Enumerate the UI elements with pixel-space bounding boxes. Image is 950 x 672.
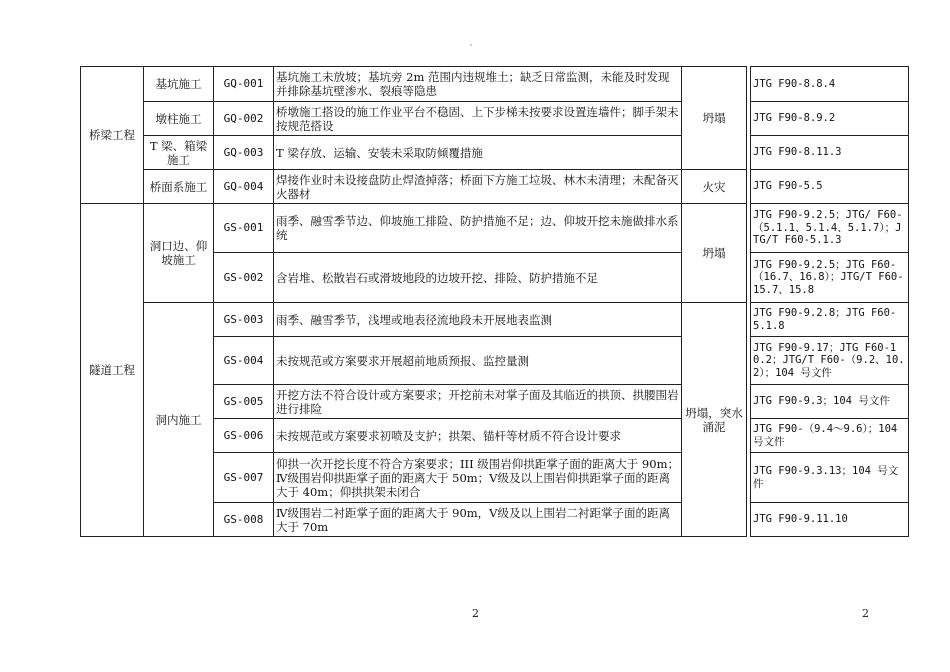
scan-dot	[470, 44, 472, 46]
page-number-right: 2	[862, 607, 869, 620]
table-row	[81, 67, 909, 102]
hazard-table	[80, 66, 909, 537]
table-row	[81, 170, 909, 204]
description-cell: T 梁存放、运输、安装未采取防倾覆措施	[274, 136, 682, 170]
description-cell: 开挖方法不符合设计或方案要求；开挖前未对掌子面及其临近的拱顶、拱腰围岩进行排险	[274, 385, 682, 419]
category-cell: 隧道工程	[81, 204, 144, 537]
code-cell: GS-005	[214, 385, 274, 419]
description-cell: 雨季、融雪季节边、仰坡施工排险、防护措施不足；边、仰坡开挖未施做排水系统	[274, 204, 682, 253]
standard-cell: JTG F90-9.3；104 号文件	[751, 385, 909, 419]
description-cell: 焊接作业时未设接盘防止焊渣掉落；桥面下方施工垃圾、林木未清理；未配备灭火器材	[274, 170, 682, 204]
standard-cell: JTG F90-9.17；JTG F60-10.2；JTG/T F60-（9.2、10.2）；104 号文件	[751, 337, 909, 385]
code-cell: GS-004	[214, 337, 274, 385]
code-cell: GQ-004	[214, 170, 274, 204]
standard-cell: JTG F90-9.2.8；JTG F60-5.1.8	[751, 303, 909, 337]
code-cell: GS-006	[214, 419, 274, 453]
hazard-cell: 坍塌，突水涌泥	[682, 303, 747, 537]
description-cell: 桥墩施工搭设的施工作业平台不稳固、上下步梯未按要求设置连墙件；脚手架未按规范搭设	[274, 102, 682, 136]
description-cell: Ⅳ级围岩二衬距掌子面的距离大于 90m，Ⅴ级及以上围岩二衬距掌子面的距离大于 70m	[274, 503, 682, 537]
hazard-cell: 坍塌	[682, 67, 747, 170]
sub-item-cell: 基坑施工	[144, 67, 214, 102]
description-cell: 基坑施工未放坡；基坑旁 2m 范围内违规堆土；缺乏日常监测，未能及时发现并排除基坑壁渗水、裂痕等隐患	[274, 67, 682, 102]
sub-item-cell: 桥面系施工	[144, 170, 214, 204]
standard-cell: JTG F90-（9.4～9.6）；104 号文件	[751, 419, 909, 453]
code-cell: GQ-003	[214, 136, 274, 170]
hazard-cell: 坍塌	[682, 204, 747, 303]
code-cell: GQ-002	[214, 102, 274, 136]
category-cell: 桥梁工程	[81, 67, 144, 204]
sub-item-cell: 洞口边、仰坡施工	[144, 204, 214, 303]
description-cell: 未按规范或方案要求初喷及支护；拱架、锚杆等材质不符合设计要求	[274, 419, 682, 453]
standard-cell: JTG F90-9.2.5；JTG F60-（16.7、16.8）；JTG/T F60-15.7、15.8	[751, 253, 909, 303]
standard-cell: JTG F90-8.8.4	[751, 67, 909, 102]
code-cell: GS-003	[214, 303, 274, 337]
description-cell: 含岩堆、松散岩石或滑坡地段的边坡开挖、排险、防护措施不足	[274, 253, 682, 303]
description-cell: 雨季、融雪季节，浅埋或地表径流地段未开展地表监测	[274, 303, 682, 337]
standard-cell: JTG F90-8.9.2	[751, 102, 909, 136]
standard-cell: JTG F90-9.3.13；104 号文件	[751, 453, 909, 503]
table-row	[81, 102, 909, 136]
standard-cell: JTG F90-9.2.5；JTG/ F60-（5.1.1、5.1.4、5.1.7）；JTG/T F60-5.1.3	[751, 204, 909, 253]
standard-cell: JTG F90-8.11.3	[751, 136, 909, 170]
table-row	[81, 204, 909, 253]
standard-cell: JTG F90-5.5	[751, 170, 909, 204]
code-cell: GS-002	[214, 253, 274, 303]
code-cell: GS-008	[214, 503, 274, 537]
standard-cell: JTG F90-9.11.10	[751, 503, 909, 537]
code-cell: GS-001	[214, 204, 274, 253]
sub-item-cell: 墩柱施工	[144, 102, 214, 136]
description-cell: 仰拱一次开挖长度不符合方案要求；III 级围岩仰拱距掌子面的距离大于 90m；Ⅳ级围岩仰拱距掌子面的距离大于 50m；Ⅴ级及以上围岩仰拱距掌子面的距离大于 40m；仰拱拱架未闭合	[274, 453, 682, 503]
description-cell: 未按规范或方案要求开展超前地质预报、监控量测	[274, 337, 682, 385]
table-row	[81, 136, 909, 170]
table-row	[81, 303, 909, 337]
page-number: 2	[472, 607, 479, 620]
code-cell: GS-007	[214, 453, 274, 503]
sub-item-cell: 洞内施工	[144, 303, 214, 537]
code-cell: GQ-001	[214, 67, 274, 102]
hazard-cell: 火灾	[682, 170, 747, 204]
sub-item-cell: T 梁、箱梁施工	[144, 136, 214, 170]
